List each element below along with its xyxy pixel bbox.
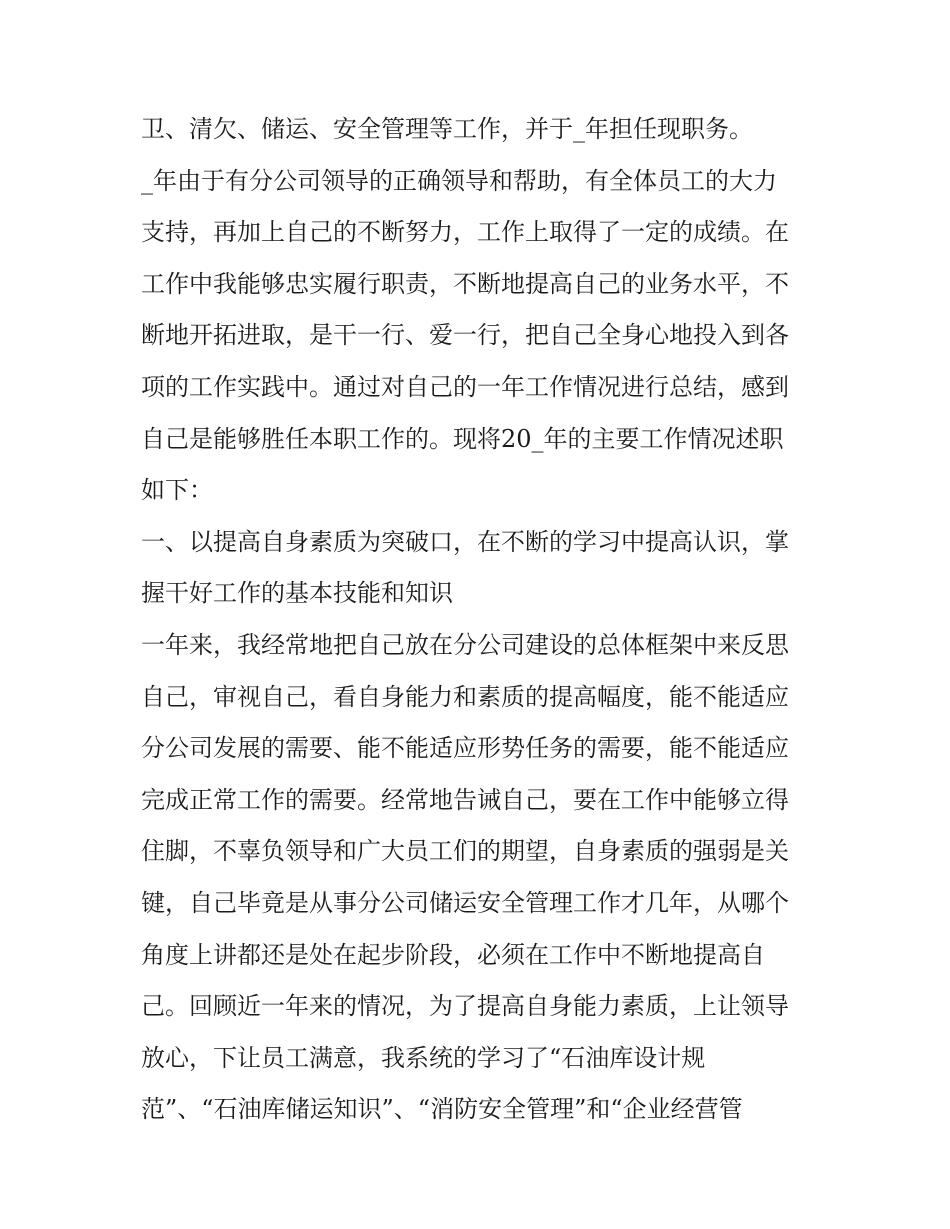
text-line: 己。回顾近一年来的情况，为了提高自身能力素质，上让领导: [141, 992, 789, 1021]
text-line: 工作中我能够忠实履行职责，不断地提高自己的业务水平，不: [141, 269, 789, 298]
text-line: 如下：: [141, 476, 213, 505]
text-line: 放心，下让员工满意，我系统的学习了“石油库设计规: [141, 1043, 706, 1072]
text-line: 项的工作实践中。通过对自己的一年工作情况进行总结，感到: [141, 372, 789, 401]
text-line: 一年来，我经常地把自己放在分公司建设的总体框架中来反思: [141, 630, 789, 659]
text-line: 完成正常工作的需要。经常地告诫自己，要在工作中能够立得: [141, 785, 789, 814]
text-line: 键，自己毕竟是从事分公司储运安全管理工作才几年，从哪个: [141, 888, 789, 917]
section-heading-line: 握干好工作的基本技能和知识: [141, 579, 453, 608]
text-line: 住脚，不辜负领导和广大员工们的期望，自身素质的强弱是关: [141, 837, 789, 866]
text-line: _年由于有分公司领导的正确领导和帮助，有全体员工的大力: [141, 166, 777, 195]
text-line: 自己，审视自己，看自身能力和素质的提高幅度，能不能适应: [141, 682, 789, 711]
text-line: 角度上讲都还是处在起步阶段，必须在工作中不断地提高自: [141, 940, 765, 969]
text-line: 分公司发展的需要、能不能适应形势任务的需要，能不能适应: [141, 734, 789, 763]
text-line: 自己是能够胜任本职工作的。现将20_年的主要工作情况述职: [141, 424, 784, 453]
text-line: 卫、清欠、储运、安全管理等工作，并于_年担任现职务。: [141, 115, 753, 143]
section-heading-line: 一、以提高自身素质为突破口，在不断的学习中提高认识，掌: [141, 527, 789, 556]
text-line: 断地开拓进取，是干一行、爱一行，把自己全身心地投入到各: [141, 321, 789, 350]
text-line: 支持，再加上自己的不断努力，工作上取得了一定的成绩。在: [141, 218, 789, 247]
document-body: [141, 104, 831, 1136]
text-line: 范”、“石油库储运知识”、“消防安全管理”和“企业经营管: [141, 1095, 743, 1124]
